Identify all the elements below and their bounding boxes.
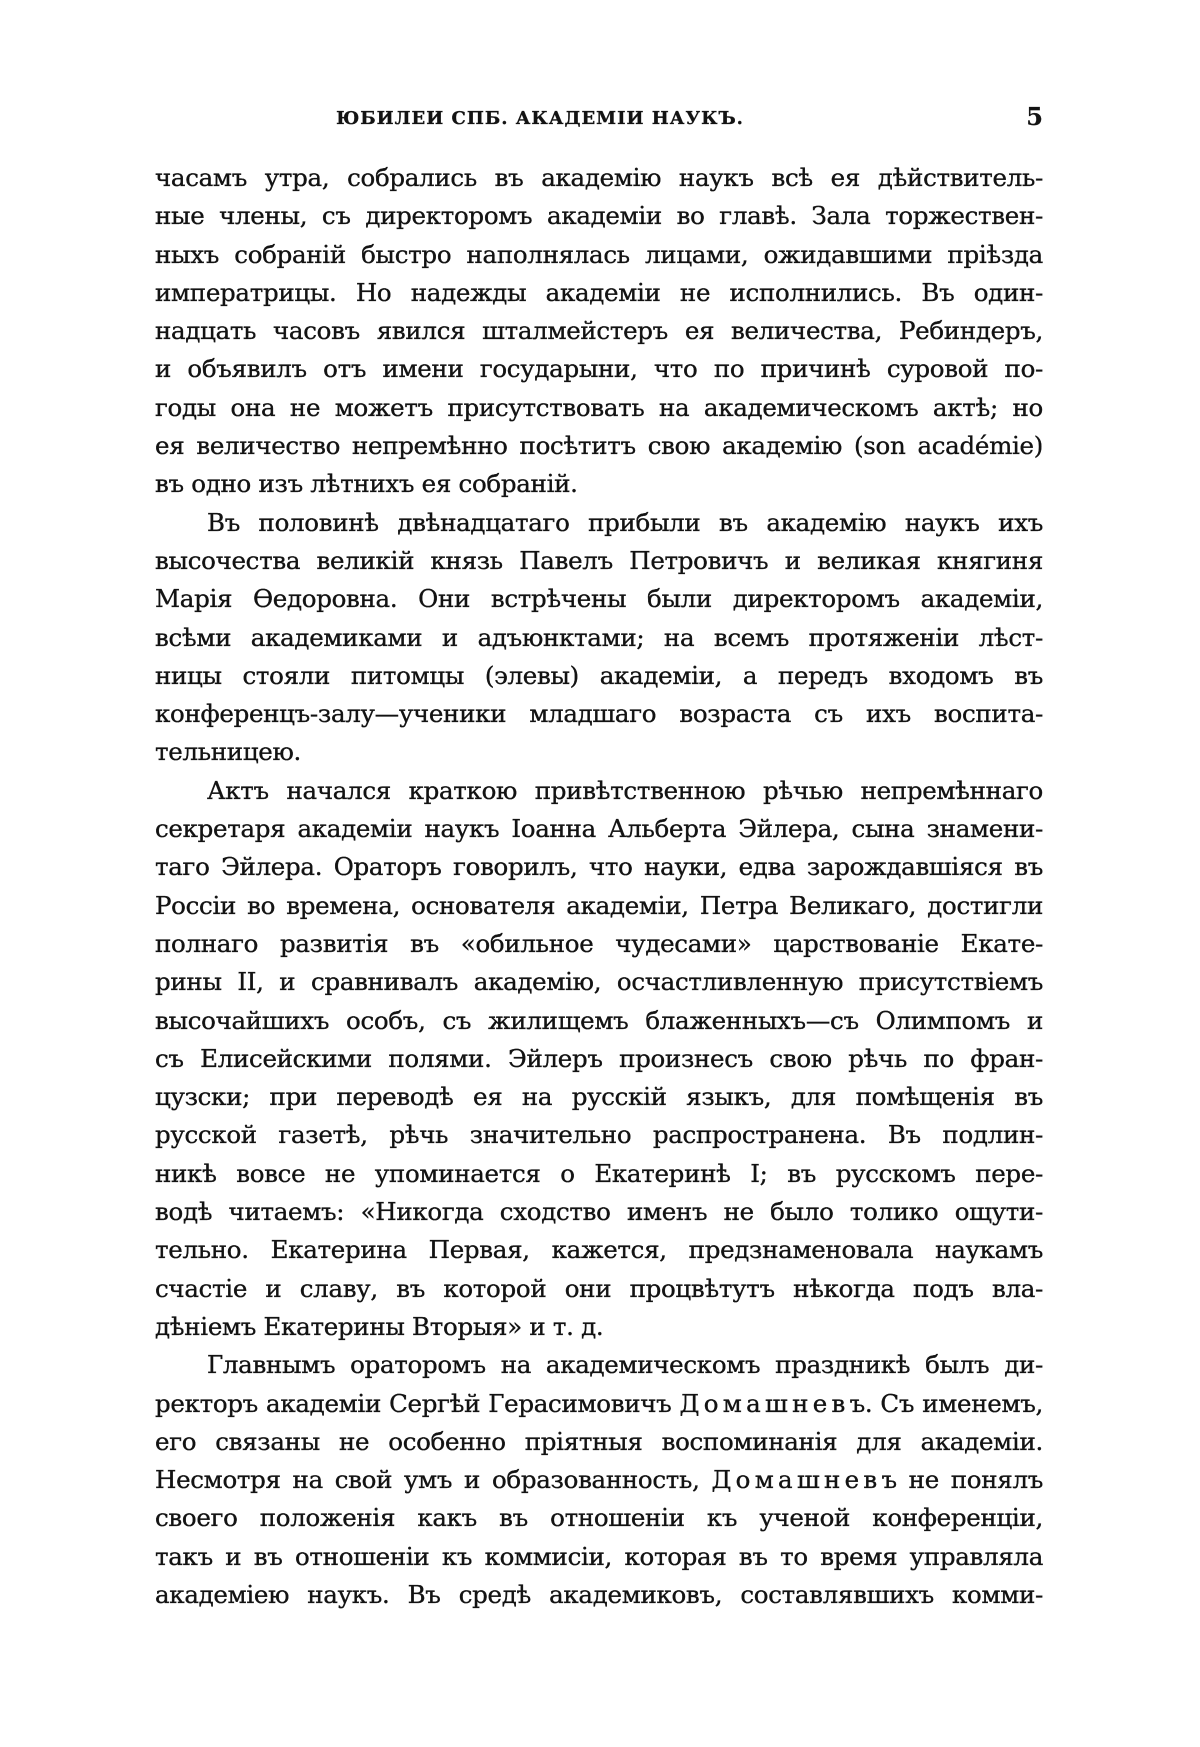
text-line: такъ и въ отношеніи къ коммисіи, которая въ то время управляла xyxy=(155,1541,1043,1571)
text-line: полнаго развитія въ «обильное чудесами» царствованіе Екате- xyxy=(155,928,1043,958)
text-line: императрицы. Но надежды академіи не исполнились. Въ один- xyxy=(155,277,1043,307)
text-line: водѣ читаемъ: «Никогда сходство именъ не было толико ощути- xyxy=(155,1197,1043,1227)
running-title: ЮБИЛЕИ СПБ. АКАДЕМІИ НАУКЪ. xyxy=(336,108,744,129)
page-number: 5 xyxy=(1026,102,1043,131)
text-line: высочайшихъ особъ, съ жилищемъ блаженныхъ—съ Олимпомъ и xyxy=(155,1005,1043,1035)
text-line: цузски; при переводѣ ея на русскій языкъ, для помѣщенія въ xyxy=(155,1082,1043,1112)
text-line: всѣми академиками и адъюнктами; на всемъ протяженіи лѣст- xyxy=(155,622,1043,652)
text-line: Россіи во времена, основателя академіи, Петра Великаго, достигли xyxy=(155,890,1043,920)
text-line: часамъ утра, собрались въ академію наукъ всѣ ея дѣйствитель- xyxy=(155,163,1043,192)
text-line: Актъ начался краткою привѣтственною рѣчью непремѣннаго xyxy=(207,775,1043,805)
text-line: его связаны не особенно пріятныя воспоминанія для академіи. xyxy=(155,1426,1043,1456)
text-line: тельницею. xyxy=(155,737,301,767)
text-line: ректоръ академіи Сергѣй Герасимовичъ Д о м а ш н е в ъ. Съ именемъ, xyxy=(155,1388,1043,1418)
text-line: и объявилъ отъ имени государыни, что по причинѣ суровой по- xyxy=(155,354,1043,384)
text-line: академіею наукъ. Въ средѣ академиковъ, составлявшихъ комми- xyxy=(155,1579,1043,1609)
text-line: счастіе и славу, въ которой они процвѣтутъ нѣкогда подъ вла- xyxy=(155,1273,1043,1303)
text-line: ея величество непремѣнно посѣтитъ свою академію (son académie) xyxy=(155,431,1043,461)
text-line: тельно. Екатерина Первая, кажется, предзнаменовала наукамъ xyxy=(155,1235,1043,1265)
text-line: дѣніемъ Екатерины Вторыя» и т. д. xyxy=(155,1311,604,1341)
text-line: секретаря академіи наукъ Іоанна Альберта Эйлера, сына знамени- xyxy=(155,814,1043,844)
text-line: Несмотря на свой умъ и образованность, Д о м а ш н е в ъ не понялъ xyxy=(155,1465,1043,1495)
text-line: таго Эйлера. Ораторъ говорилъ, что науки, едва зарождавшіяся въ xyxy=(155,852,1043,882)
text-line: ницы стояли питомцы (элевы) академіи, а передъ входомъ въ xyxy=(155,660,1043,690)
text-line: своего положенія какъ въ отношеніи къ ученой конференціи, xyxy=(155,1503,1043,1533)
text-body xyxy=(155,159,1043,1614)
text-line: ные члены, съ директоромъ академіи во главѣ. Зала торжествен- xyxy=(155,201,1043,231)
text-line: надцать часовъ явился шталмейстеръ ея величества, Ребиндеръ, xyxy=(155,316,1043,346)
text-line: Главнымъ ораторомъ на академическомъ праздникѣ былъ ди- xyxy=(207,1350,1043,1380)
text-line: ныхъ собраній быстро наполнялась лицами, ожидавшими пріѣзда xyxy=(155,239,1043,269)
text-line: рины II, и сравнивалъ академію, осчастливленную присутствіемъ xyxy=(155,967,1043,997)
running-head xyxy=(0,102,1200,142)
text-line: Въ половинѣ двѣнадцатаго прибыли въ академію наукъ ихъ xyxy=(207,507,1043,537)
text-line: конференцъ-залу—ученики младшаго возраста съ ихъ воспита- xyxy=(155,699,1043,729)
text-line: высочества великій князь Павелъ Петровичъ и великая княгиня xyxy=(155,545,1043,575)
text-line: русской газетѣ, рѣчь значительно распространена. Въ подлин- xyxy=(155,1120,1043,1150)
text-line: никѣ вовсе не упоминается о Екатеринѣ I; въ русскомъ пере- xyxy=(155,1158,1043,1188)
text-line: въ одно изъ лѣтнихъ ея собраній. xyxy=(155,469,578,499)
text-line: съ Елисейскими полями. Эйлеръ произнесъ свою рѣчь по фран- xyxy=(155,1043,1043,1073)
text-line: Марія Ѳедоровна. Они встрѣчены были директоромъ академіи, xyxy=(155,584,1043,614)
text-line: годы она не можетъ присутствовать на академическомъ актѣ; но xyxy=(155,392,1043,422)
